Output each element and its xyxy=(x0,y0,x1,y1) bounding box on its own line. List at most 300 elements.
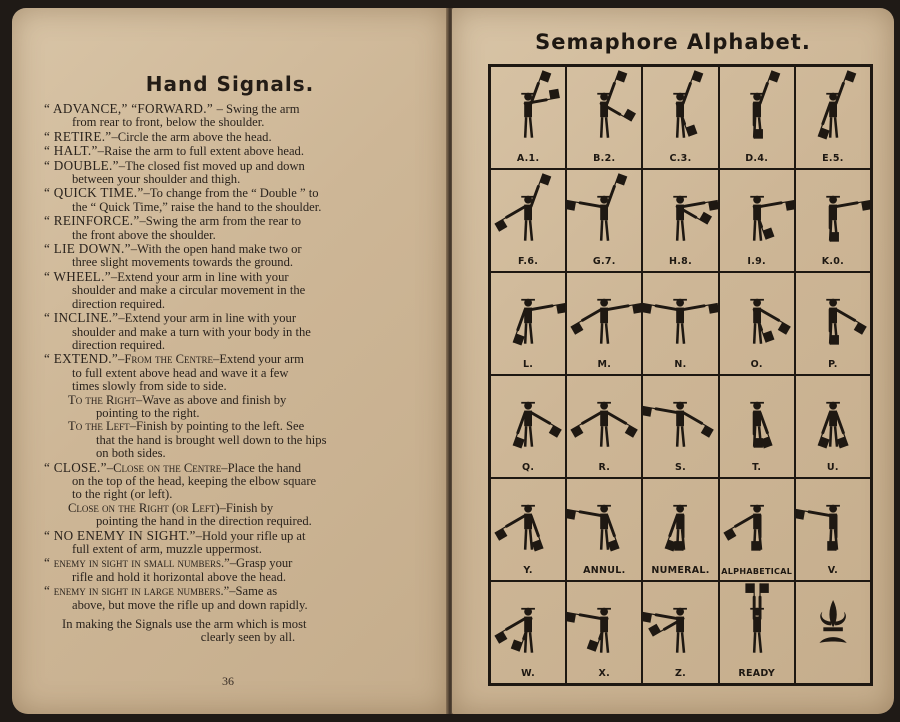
semaphore-flag xyxy=(643,406,652,416)
scout-figure xyxy=(818,71,856,140)
signal-description-continued: rifle and hold it horizontal above the head. xyxy=(72,569,287,584)
semaphore-flag xyxy=(608,540,620,552)
semaphore-label: S. xyxy=(674,462,687,473)
semaphore-label: G.7. xyxy=(592,256,616,267)
scout-figure xyxy=(567,505,619,552)
semaphore-flag xyxy=(511,640,523,652)
semaphore-label: N. xyxy=(674,359,687,370)
figure-leg xyxy=(682,220,684,241)
semaphore-flag xyxy=(643,303,652,313)
semaphore-flag xyxy=(675,541,684,551)
semaphore-figure-icon xyxy=(567,273,641,356)
signal-description: –Finish by xyxy=(219,500,274,515)
figure-leg xyxy=(606,426,608,447)
semaphore-label: W. xyxy=(521,668,536,679)
hand-signal-entry xyxy=(44,186,434,214)
figure-leg xyxy=(530,426,532,446)
figure-leg xyxy=(830,426,831,446)
semaphore-label: L. xyxy=(522,359,534,370)
figure-leg xyxy=(601,117,602,138)
semaphore-figure-icon xyxy=(491,376,565,459)
semaphore-cell xyxy=(642,375,718,478)
semaphore-cell xyxy=(795,375,871,478)
figure-leg xyxy=(606,323,608,344)
hand-signal-entry xyxy=(44,242,434,270)
arm xyxy=(735,516,754,527)
scout-figure xyxy=(643,299,717,344)
arm xyxy=(836,203,857,207)
semaphore-label: V. xyxy=(827,565,839,576)
semaphore-figure-icon xyxy=(796,273,870,356)
semaphore-figure-icon xyxy=(720,170,794,253)
hand-signal-entry xyxy=(44,270,434,311)
signal-name: “ INCLINE.” xyxy=(44,310,119,326)
semaphore-figure-icon xyxy=(796,170,870,253)
figure-leg xyxy=(682,632,684,653)
semaphore-flag xyxy=(785,200,794,210)
semaphore-label: ALPHABETICAL xyxy=(721,567,793,576)
semaphore-flag xyxy=(818,128,830,140)
semaphore-figure-icon xyxy=(796,376,870,459)
signal-description-continued: direction required. xyxy=(72,296,166,311)
figure-leg xyxy=(601,529,602,550)
figure-leg xyxy=(759,632,761,653)
hand-signal-entry xyxy=(44,130,434,144)
page-number: 36 xyxy=(222,674,234,688)
arm xyxy=(507,207,526,218)
semaphore-figure-icon xyxy=(567,376,641,459)
figure-leg xyxy=(682,426,684,447)
scout-figure xyxy=(571,402,638,447)
semaphore-figure-icon xyxy=(567,67,641,150)
signal-description: –Raise the arm to full extent above head. xyxy=(97,144,304,159)
semaphore-flag xyxy=(754,129,763,139)
semaphore-label: ANNUL. xyxy=(583,565,626,576)
semaphore-cell xyxy=(642,581,718,684)
scout-figure xyxy=(521,71,560,138)
signal-description-continued: times slowly from side to side. xyxy=(72,379,227,394)
semaphore-flag xyxy=(709,303,718,313)
semaphore-flag xyxy=(830,335,839,345)
semaphore-cell xyxy=(490,478,566,581)
scout-figure xyxy=(796,505,840,551)
semaphore-label: E.5. xyxy=(822,153,844,164)
figure-leg xyxy=(525,220,526,240)
arm xyxy=(580,615,601,619)
signal-name: “ CLOSE.” xyxy=(44,459,107,475)
semaphore-flag xyxy=(532,540,544,552)
arm xyxy=(580,203,601,207)
arm xyxy=(836,310,855,321)
arm xyxy=(823,413,830,433)
closing-note-line: clearly seen by all. xyxy=(200,630,296,645)
signal-name: “ HALT.” xyxy=(44,143,98,159)
signal-description-continued: on the top of the head, keeping the elbow square xyxy=(72,473,317,488)
hand-signal-entry xyxy=(44,502,434,529)
semaphore-figure-icon xyxy=(643,273,717,356)
arm xyxy=(670,516,677,536)
semaphore-flag xyxy=(818,437,830,449)
signal-description: –Finish by pointing to the left. See xyxy=(129,419,305,434)
semaphore-label: X. xyxy=(598,668,611,679)
scout-figure xyxy=(643,608,687,653)
signal-description-continued: the “ Quick Time,” raise the hand to the shoulder. xyxy=(72,199,322,214)
semaphore-cell xyxy=(795,581,871,684)
semaphore-cell xyxy=(795,66,871,169)
signal-description: –Place the hand xyxy=(221,460,302,475)
semaphore-flag xyxy=(567,200,576,210)
semaphore-flag xyxy=(549,425,562,437)
figure-leg xyxy=(678,426,679,447)
signal-description: ”–Same as xyxy=(223,584,278,599)
semaphore-cell xyxy=(795,169,871,272)
figure-leg xyxy=(530,529,532,549)
signal-name: “ RETIRE.” xyxy=(44,128,112,144)
semaphore-flag xyxy=(777,322,790,334)
signal-qualifier: –From the Centre xyxy=(118,352,214,367)
arm xyxy=(656,409,677,413)
signal-name: “ NO ENEMY IN SIGHT.” xyxy=(44,527,196,543)
signal-description: –Extend your arm xyxy=(213,352,304,367)
semaphore-cell xyxy=(719,66,795,169)
hand-signals-title: Hand Signals. xyxy=(145,72,315,96)
semaphore-figure-icon xyxy=(567,582,641,665)
arm xyxy=(531,306,552,310)
semaphore-label: D.4. xyxy=(745,153,769,164)
figure-leg xyxy=(606,632,608,653)
semaphore-cell xyxy=(795,478,871,581)
semaphore-flag xyxy=(587,640,599,652)
arm xyxy=(809,512,830,516)
signal-name: “ QUICK TIME.” xyxy=(44,185,144,201)
scout-figure xyxy=(674,196,718,241)
signal-name: “ xyxy=(44,583,54,599)
hand-signal-entry xyxy=(44,159,434,187)
figure-leg xyxy=(530,632,532,652)
arm xyxy=(583,310,602,321)
semaphore-flag xyxy=(616,173,628,185)
semaphore-figure-icon xyxy=(796,67,870,150)
signal-description: –The closed fist moved up and down xyxy=(118,158,305,173)
signal-name: “ REINFORCE.” xyxy=(44,213,140,229)
signal-description-continued: pointing to the right. xyxy=(96,405,200,420)
semaphore-flag xyxy=(686,125,698,137)
hand-signal-entry xyxy=(44,556,434,584)
semaphore-flag xyxy=(692,70,704,82)
arm xyxy=(531,516,538,536)
semaphore-flag xyxy=(495,219,508,231)
semaphore-label: H.8. xyxy=(669,256,692,267)
signal-description-continued: above, but move the rifle up and down rapidly. xyxy=(72,597,308,612)
semaphore-figure-icon xyxy=(720,376,794,459)
semaphore-cell xyxy=(490,272,566,375)
arm xyxy=(580,512,601,516)
semaphore-label: T. xyxy=(752,462,762,473)
semaphore-figure-icon xyxy=(567,170,641,253)
signal-name: “ DOUBLE.” xyxy=(44,157,119,173)
semaphore-flag xyxy=(540,71,552,83)
semaphore-cell xyxy=(566,375,642,478)
semaphore-flag xyxy=(709,200,718,210)
scout-figure xyxy=(674,70,704,137)
semaphore-grid xyxy=(488,64,873,686)
semaphore-cell xyxy=(642,169,718,272)
semaphore-label: Y. xyxy=(523,565,533,576)
scroll-shape xyxy=(819,637,846,643)
figure-leg xyxy=(601,426,602,447)
semaphore-figure-icon xyxy=(720,479,794,562)
scout-figure xyxy=(666,505,688,552)
figure-leg xyxy=(682,323,684,344)
hand-signal-entry xyxy=(44,352,434,393)
figure-leg xyxy=(835,117,837,137)
semaphore-cell xyxy=(566,272,642,375)
arm xyxy=(607,516,614,536)
semaphore-label: O. xyxy=(750,359,763,370)
semaphore-figure-icon xyxy=(643,376,717,459)
semaphore-label: NUMERAL. xyxy=(651,565,710,576)
semaphore-flag xyxy=(861,200,870,210)
signal-description-continued: shoulder and make a circular movement in the xyxy=(72,283,306,298)
hand-signal-entry xyxy=(44,584,434,612)
hand-signal-entry xyxy=(44,311,434,352)
semaphore-flag xyxy=(649,624,662,636)
signal-description: –With the open hand make two or xyxy=(130,242,302,257)
signal-description: ”–Grasp your xyxy=(224,556,293,571)
signal-description: –Circle the arm above the head. xyxy=(111,129,272,144)
figure-leg xyxy=(754,632,755,653)
semaphore-flag xyxy=(768,70,780,82)
semaphore-label: READY xyxy=(738,668,776,679)
figure-leg xyxy=(606,220,608,241)
semaphore-flag xyxy=(827,541,836,551)
semaphore-flag xyxy=(643,612,652,622)
arm xyxy=(683,306,704,310)
arm xyxy=(607,413,626,424)
emblem-shape xyxy=(819,600,846,643)
semaphore-cell xyxy=(566,478,642,581)
semaphore-flag xyxy=(830,232,839,242)
left-page xyxy=(12,8,448,714)
semaphore-figure-icon xyxy=(491,170,565,253)
arm xyxy=(683,203,704,207)
figure-leg xyxy=(606,529,608,550)
hand-signal-entry xyxy=(44,529,434,557)
arm xyxy=(760,413,767,433)
hand-signal-entry xyxy=(44,102,434,130)
semaphore-flag xyxy=(513,334,525,346)
semaphore-cell xyxy=(795,272,871,375)
semaphore-flag xyxy=(513,437,525,449)
scout-figure xyxy=(750,70,780,138)
scout-figure xyxy=(495,608,535,653)
semaphore-cell xyxy=(719,272,795,375)
scout-figure xyxy=(750,402,772,449)
figure-leg xyxy=(530,220,532,240)
semaphore-flag xyxy=(571,425,584,437)
semaphore-flag xyxy=(567,612,576,622)
signal-description: –Wave as above and finish by xyxy=(135,392,287,407)
semaphore-cell xyxy=(719,375,795,478)
figure-leg xyxy=(678,632,679,653)
semaphore-cell xyxy=(642,272,718,375)
semaphore-alphabet-title: Semaphore Alphabet. xyxy=(535,30,811,54)
figure-leg xyxy=(830,117,831,137)
semaphore-flag xyxy=(745,583,754,593)
semaphore-flag xyxy=(625,425,638,437)
signal-name: “ LIE DOWN.” xyxy=(44,241,131,257)
fleur-band xyxy=(823,627,843,631)
figure-leg xyxy=(525,323,526,343)
semaphore-label: C.3. xyxy=(669,153,692,164)
arm xyxy=(836,413,843,433)
arm xyxy=(760,310,779,321)
semaphore-label: A.1. xyxy=(516,153,540,164)
signal-description-continued: pointing the hand in the direction required. xyxy=(96,514,312,529)
semaphore-figure-icon xyxy=(567,479,641,562)
semaphore-label: M. xyxy=(597,359,612,370)
scout-figure xyxy=(826,299,866,345)
signal-name: “ EXTEND.” xyxy=(44,351,119,367)
signal-description-continued: three slight movements towards the ground. xyxy=(72,255,294,270)
signal-qualifier: To the Right xyxy=(68,392,136,407)
signal-name: “ xyxy=(44,555,54,571)
figure-leg xyxy=(601,323,602,344)
semaphore-cell xyxy=(719,478,795,581)
signal-description: –To change from the “ Double ” to xyxy=(143,186,319,201)
semaphore-figure-icon xyxy=(643,170,717,253)
semaphore-figure-icon xyxy=(491,582,565,665)
semaphore-flag xyxy=(700,212,713,224)
figure-leg xyxy=(678,323,679,344)
signal-qualifier: Close on the Right (or Left) xyxy=(68,500,220,515)
semaphore-flag xyxy=(495,528,508,540)
semaphore-flag xyxy=(751,541,760,551)
fleur-de-lis-emblem xyxy=(796,582,870,665)
semaphore-flag xyxy=(763,331,775,343)
figure-leg xyxy=(525,426,526,446)
semaphore-flag xyxy=(495,631,508,643)
scout-figure xyxy=(495,505,543,552)
figure-leg xyxy=(606,117,608,138)
semaphore-flag xyxy=(854,322,867,334)
semaphore-cell xyxy=(490,375,566,478)
signal-description: – Swing the arm xyxy=(216,102,300,116)
signal-qualifier: enemy in sight in large numbers. xyxy=(53,584,224,599)
semaphore-flag xyxy=(556,303,565,313)
semaphore-figure-icon xyxy=(796,479,870,562)
semaphore-label: U. xyxy=(826,462,839,473)
scout-figure xyxy=(513,299,565,346)
semaphore-cell xyxy=(490,581,566,684)
signal-qualifier: To the Left xyxy=(68,419,130,434)
signal-name: “ ADVANCE,” “FORWARD.” xyxy=(44,101,217,116)
scout-figure xyxy=(643,402,713,447)
signal-description-continued: shoulder and make a turn with your body in the xyxy=(72,324,311,339)
semaphore-flag xyxy=(624,109,637,121)
hand-signals-list xyxy=(44,102,434,645)
scout-figure xyxy=(723,505,763,551)
semaphore-cell xyxy=(566,169,642,272)
semaphore-flag xyxy=(723,528,736,540)
semaphore-figure-icon xyxy=(491,479,565,562)
signal-description-continued: to full extent above head and wave it a few xyxy=(72,365,289,380)
scout-figure xyxy=(826,196,870,242)
figure-leg xyxy=(530,323,532,343)
semaphore-label: I.9. xyxy=(747,256,766,267)
semaphore-flag xyxy=(701,425,714,437)
scout-figure xyxy=(513,402,561,449)
arm xyxy=(656,615,677,619)
right-page xyxy=(452,8,894,714)
semaphore-flag xyxy=(836,437,848,449)
semaphore-flag xyxy=(845,71,857,83)
semaphore-flag xyxy=(616,70,628,82)
semaphore-cell xyxy=(490,66,566,169)
semaphore-flag xyxy=(567,509,576,519)
semaphore-flag xyxy=(632,303,641,313)
semaphore-figure-icon xyxy=(643,67,717,150)
semaphore-cell xyxy=(566,66,642,169)
semaphore-flag xyxy=(796,509,805,519)
signal-qualifier: enemy in sight in small numbers. xyxy=(53,556,225,571)
semaphore-label: Z. xyxy=(674,668,687,679)
hand-signal-entry xyxy=(44,394,434,421)
scout-figure xyxy=(750,196,794,241)
figure-leg xyxy=(601,220,602,241)
semaphore-figure-icon xyxy=(491,67,565,150)
closing-note xyxy=(44,618,434,645)
semaphore-label: Q. xyxy=(521,462,535,473)
scout-figure xyxy=(597,70,636,137)
semaphore-figure-icon xyxy=(491,273,565,356)
signal-description-continued: to the right (or left). xyxy=(72,487,173,502)
signal-description: –Extend your arm in line with your xyxy=(110,269,289,284)
arm xyxy=(760,203,781,207)
signal-description: –Hold your rifle up at xyxy=(195,528,306,543)
scout-figure xyxy=(567,173,627,240)
figure-leg xyxy=(525,529,526,549)
semaphore-label: F.6. xyxy=(518,256,539,267)
arm xyxy=(507,619,526,630)
semaphore-flag xyxy=(571,322,584,334)
signal-description-continued: on both sides. xyxy=(96,446,166,461)
semaphore-cell xyxy=(642,478,718,581)
semaphore-figure-icon xyxy=(643,479,717,562)
arm xyxy=(823,104,830,124)
semaphore-flag xyxy=(763,228,775,240)
signal-name: “ WHEEL.” xyxy=(44,268,111,284)
signal-description: –Swing the arm from the rear to xyxy=(139,214,302,229)
semaphore-flag xyxy=(549,89,560,99)
figure-leg xyxy=(754,220,755,241)
semaphore-flag xyxy=(760,583,769,593)
scout-figure xyxy=(495,174,552,241)
semaphore-figure-icon xyxy=(720,273,794,356)
scout-figure xyxy=(750,299,790,344)
signal-description: –Extend your arm in line with your xyxy=(118,311,297,326)
semaphore-cell xyxy=(719,169,795,272)
semaphore-cell xyxy=(490,169,566,272)
semaphore-label: P. xyxy=(828,359,838,370)
arm xyxy=(607,306,628,310)
figure-leg xyxy=(754,323,755,344)
semaphore-cell xyxy=(719,581,795,684)
figure-leg xyxy=(530,117,532,137)
signal-qualifier: –Close on the Centre xyxy=(106,460,222,475)
arm xyxy=(507,516,526,527)
arm xyxy=(656,306,677,310)
